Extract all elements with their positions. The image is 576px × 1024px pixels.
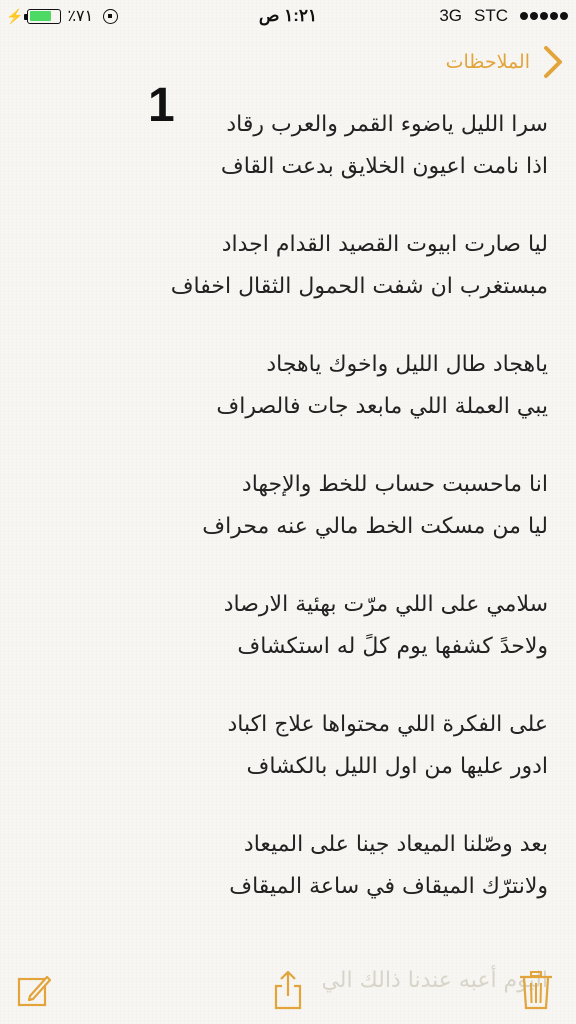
poem-line: سلامي على اللي مرّت بهئية الارصاد: [223, 592, 548, 617]
network-type: 3G: [439, 6, 462, 25]
poem-line: ادور عليها من اول الليل بالكشاف: [246, 754, 548, 779]
stanza: [148, 824, 548, 908]
trash-icon: [518, 970, 554, 1010]
share-icon: [270, 970, 306, 1010]
poem-line: سرا الليل ياضوء القمر والعرب رقاد: [226, 112, 548, 137]
poem-line: بعد وصّلنا الميعاد جينا على الميعاد: [243, 832, 548, 857]
back-button[interactable]: [446, 44, 566, 80]
back-title: الملاحظات: [445, 51, 530, 73]
compose-button[interactable]: [16, 970, 52, 1010]
compose-icon: [16, 970, 52, 1010]
stanza: [148, 224, 548, 308]
signal-dots-icon: [520, 12, 568, 20]
poem-line: انا ماحسبت حساب للخط والإجهاد: [241, 472, 548, 497]
stanza: [148, 464, 548, 548]
poem-line: اذا نامت اعيون الخلايق بدعت القاف: [220, 154, 548, 179]
poem-line: ولانترّك الميقاف في ساعة الميقاف: [229, 874, 548, 899]
stanza: [148, 104, 548, 188]
poem-line: على الفكرة اللي محتواها علاج اكباد: [227, 712, 548, 737]
status-time: ١:٢١ ص: [258, 6, 318, 25]
stanza: [148, 704, 548, 788]
note-body[interactable]: [148, 104, 548, 944]
faded-note-line: اليوم أعبه عندنا ذالك الي: [321, 968, 548, 993]
poem-line: ياهجاد طال الليل واخوك ياهجاد: [266, 352, 548, 377]
poem-line: ليا صارت ابيوت القصيد القدام اجداد: [221, 232, 548, 257]
carrier-name: STC: [474, 6, 508, 25]
poem-line: يبي العملة اللي مابعد جات فالصراف: [216, 394, 548, 419]
poem-line: ولاحدً كشفها يوم كلً له استكشاف: [237, 634, 548, 659]
page-number: 1: [148, 79, 175, 132]
charging-bolt-icon: ⚡: [6, 8, 24, 24]
status-bar: [0, 0, 576, 36]
stanza: [148, 584, 548, 668]
poem-line: ليا من مسكت الخط مالي عنه محراف: [202, 514, 548, 539]
bottom-toolbar: [0, 964, 576, 1024]
chevron-right-icon: [540, 44, 566, 80]
battery-percent: ٪٧١: [67, 8, 94, 25]
poem-line: مبستغرب ان شفت الحمول الثقال اخفاف: [170, 274, 548, 299]
stanza: [148, 344, 548, 428]
share-button[interactable]: [270, 970, 306, 1010]
status-right: [439, 6, 568, 26]
trash-button[interactable]: [518, 970, 554, 1010]
